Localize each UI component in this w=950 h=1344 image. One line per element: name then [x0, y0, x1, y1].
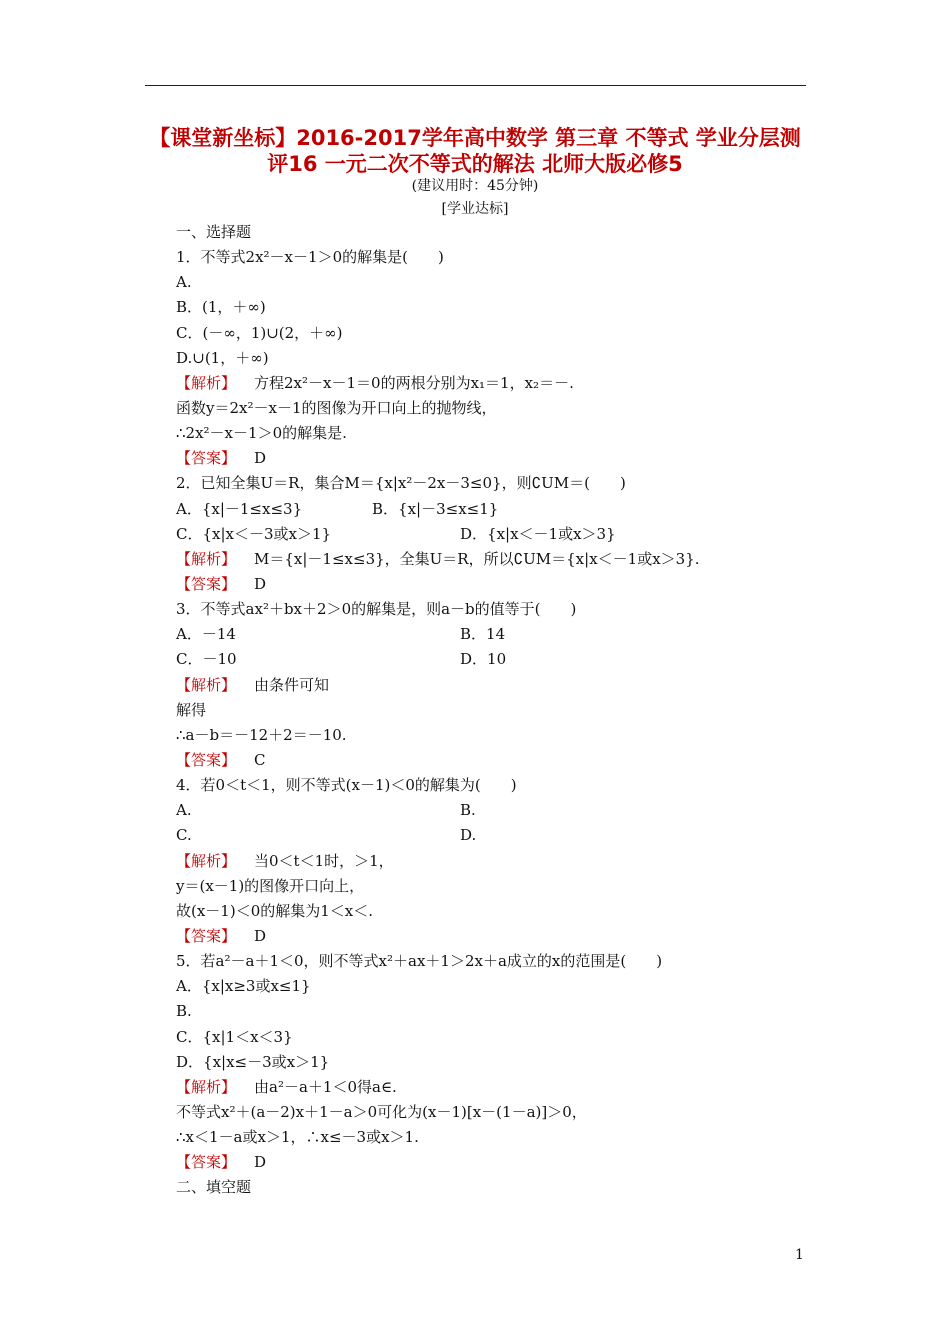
q2-options-cd [176, 522, 816, 547]
question-5: 5．若a²－a＋1＜0，则不等式x²＋ax＋1＞2x＋a成立的x的范围是( ) [176, 952, 663, 971]
q3-analysis-2: 解得 [176, 700, 207, 719]
q1-analysis: 【解析】 方程2x²－x－1＝0的两根分别为x₁＝1，x₂＝－. [176, 373, 574, 392]
answer-tag: 【答案】 [176, 926, 237, 945]
q4-option-c: C. [176, 826, 192, 845]
q1-option-d: D.∪(1，＋∞) [176, 348, 269, 367]
q4-analysis-2: y＝(x－1)的图像开口向上， [176, 876, 365, 895]
answer-tag: 【答案】 [176, 1153, 237, 1172]
q3-option-b: B．14 [460, 625, 506, 644]
analysis-tag: 【解析】 [176, 675, 237, 694]
q5-option-d: D．{x|x≤－3或x＞1} [176, 1052, 330, 1071]
q4-option-d: D. [460, 826, 477, 845]
analysis-tag: 【解析】 [176, 1077, 237, 1096]
q3-answer: 【答案】 C [176, 750, 266, 769]
q3-analysis: 【解析】 由条件可知 [176, 675, 330, 694]
q1-analysis-3: ∴2x²－x－1＞0的解集是. [176, 424, 347, 443]
question-1: 1．不等式2x²－x－1＞0的解集是( ) [176, 248, 444, 267]
q1-analysis-2: 函数y＝2x²－x－1的图像为开口向上的抛物线， [176, 398, 497, 417]
q3-analysis-3: ∴a－b＝－12＋2＝－10. [176, 725, 347, 744]
page-number: 1 [795, 1247, 804, 1263]
time-note: (建议用时：45分钟) [411, 178, 539, 194]
q2-option-b: B．{x|－3≤x≤1} [372, 499, 499, 518]
analysis-tag: 【解析】 [176, 851, 237, 870]
q5-option-a: A．{x|x≥3或x≤1} [176, 977, 311, 996]
q3-options-ab [176, 622, 816, 647]
analysis-tag: 【解析】 [176, 373, 237, 392]
q4-answer: 【答案】 D [176, 926, 267, 945]
q3-options-cd [176, 647, 816, 672]
q2-option-c: C．{x|x＜－3或x＞1} [176, 524, 332, 543]
q3-option-a: A．－14 [176, 625, 236, 644]
q4-analysis: 【解析】 当0＜t＜1时，＞1， [176, 851, 394, 870]
q4-analysis-3: 故(x－1)＜0的解集为1＜x＜. [176, 901, 374, 920]
q4-option-a: A. [176, 801, 192, 820]
q4-options-ab [176, 798, 816, 823]
q1-option-b: B．(1，＋∞) [176, 298, 266, 317]
header-rule [145, 85, 806, 86]
q1-option-a: A. [176, 273, 192, 292]
q1-option-c: C．(－∞，1)∪(2，＋∞) [176, 323, 343, 342]
q4-option-b: B. [460, 801, 476, 820]
q1-answer: 【答案】 D [176, 449, 267, 468]
section-heading-fill: 二、填空题 [176, 1178, 252, 1197]
q2-options-ab [176, 497, 816, 522]
q5-analysis: 【解析】 由a²－a＋1＜0得a∈. [176, 1077, 397, 1096]
q2-analysis: 【解析】 M＝{x|－1≤x≤3}，全集U＝R，所以∁UM＝{x|x＜－1或x＞3}. [176, 549, 700, 568]
q2-answer: 【答案】 D [176, 574, 267, 593]
section-tag: [学业达标] [441, 201, 509, 217]
q5-option-b: B. [176, 1002, 192, 1021]
answer-tag: 【答案】 [176, 449, 237, 468]
q5-analysis-3: ∴x＜1－a或x＞1，∴x≤－3或x＞1. [176, 1128, 419, 1147]
question-4: 4．若0＜t＜1，则不等式(x－1)＜0的解集为( ) [176, 776, 517, 795]
document-body [176, 220, 816, 1200]
answer-tag: 【答案】 [176, 574, 237, 593]
q5-analysis-2: 不等式x²＋(a－2)x＋1－a＞0可化为(x－1)[x－(1－a)]＞0， [176, 1102, 587, 1121]
analysis-tag: 【解析】 [176, 549, 237, 568]
q2-option-d: D．{x|x＜－1或x＞3} [460, 524, 616, 543]
q5-option-c: C．{x|1＜x＜3} [176, 1027, 293, 1046]
section-heading-choice: 一、选择题 [176, 223, 252, 241]
q4-options-cd [176, 823, 816, 848]
doc-title-line2: 评16 一元二次不等式的解法 北师大版必修5 [267, 152, 683, 176]
q5-answer: 【答案】 D [176, 1153, 267, 1172]
q2-option-a: A．{x|－1≤x≤3} [176, 499, 303, 518]
q3-option-c: C．－10 [176, 650, 237, 669]
question-3: 3．不等式ax²＋bx＋2＞0的解集是，则a－b的值等于( ) [176, 600, 577, 619]
doc-title-line1: 【课堂新坐标】2016-2017学年高中数学 第三章 不等式 学业分层测 [149, 126, 801, 150]
question-2: 2．已知全集U＝R，集合M＝{x|x²－2x－3≤0}，则∁UM＝( ) [176, 474, 626, 493]
q3-option-d: D．10 [460, 650, 507, 669]
answer-tag: 【答案】 [176, 750, 237, 769]
